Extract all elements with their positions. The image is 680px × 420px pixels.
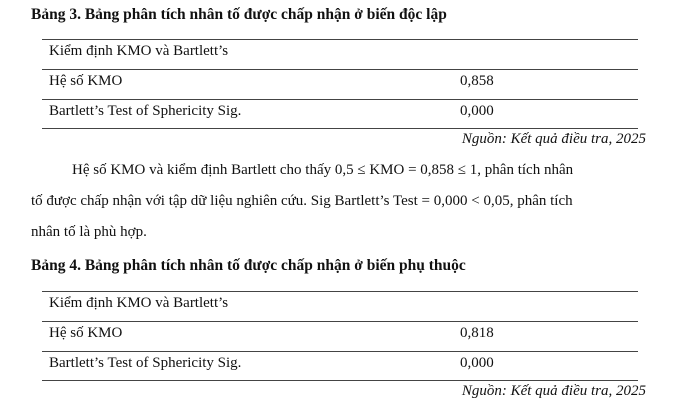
table-4-row-rule [42,351,638,352]
table-4-row-bartlett-value: 0,000 [460,355,494,371]
table-3-top-rule [42,39,638,40]
table-4-header: Kiểm định KMO và Bartlett’s [49,295,229,311]
table-3-row-kmo-label: Hệ số KMO [49,73,123,89]
table-3-header: Kiểm định KMO và Bartlett’s [49,43,229,59]
table-3-source: Nguồn: Kết quả điều tra, 2025 [461,131,646,147]
table-4-top-rule [42,291,638,292]
table-4-row-bartlett-label: Bartlett’s Test of Sphericity Sig. [49,355,242,371]
table-4-title: Bảng 4. Bảng phân tích nhân tố được chấp nhận ở biến phụ thuộc [31,257,466,274]
analysis-paragraph [31,155,651,248]
table-3-title: Bảng 3. Bảng phân tích nhân tố được chấp nhận ở biến độc lập [31,6,447,23]
table-4-row-kmo-label: Hệ số KMO [49,325,123,341]
table-3-row-rule [42,99,638,100]
table-3-row-kmo-value: 0,858 [460,73,494,89]
table-4-bottom-rule [42,380,638,381]
paragraph-line-1: Hệ số KMO và kiểm định Bartlett cho thấy 0,5 ≤ KMO = 0,858 ≤ 1, phân tích nhân [72,162,574,178]
table-3-row-bartlett-label: Bartlett’s Test of Sphericity Sig. [49,103,242,119]
table-3-row-bartlett-value: 0,000 [460,103,494,119]
paragraph-line-2: tố được chấp nhận với tập dữ liệu nghiên cứu. Sig Bartlett’s Test = 0,000 < 0,05, phân tích [31,193,573,209]
table-4-source: Nguồn: Kết quả điều tra, 2025 [461,383,646,399]
table-3-header-rule [42,69,638,70]
paragraph-line-3: nhân tố là phù hợp. [31,224,147,240]
table-3-bottom-rule [42,128,638,129]
table-4-header-rule [42,321,638,322]
table-4-row-kmo-value: 0,818 [460,325,494,341]
